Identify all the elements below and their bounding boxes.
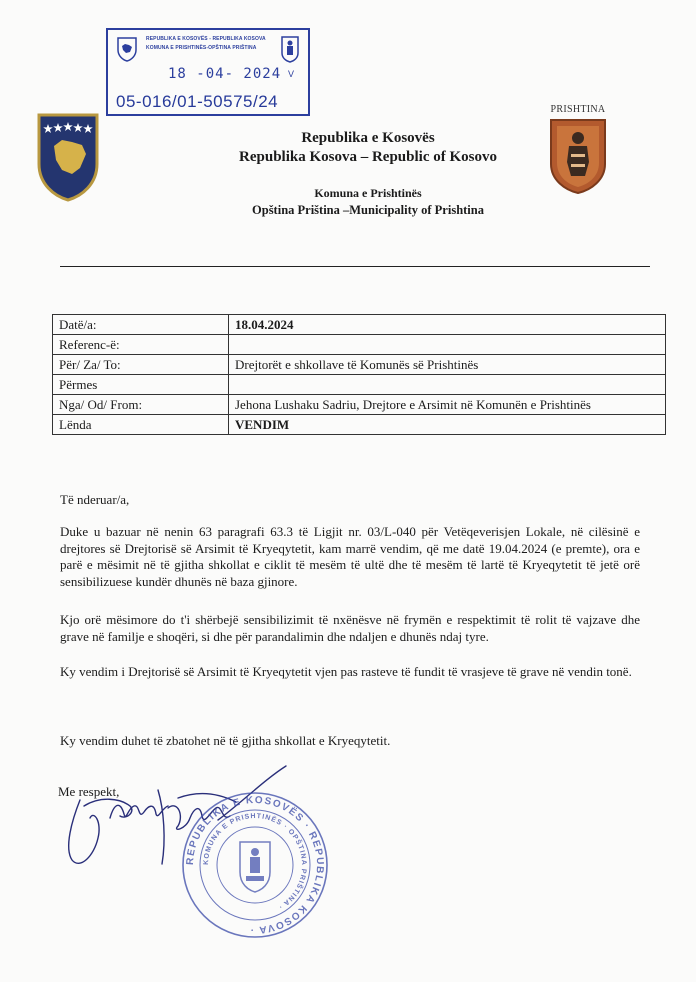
header-republic-multilingual: Republika Kosova – Republic of Kosovo bbox=[239, 149, 497, 165]
table-row bbox=[53, 335, 666, 355]
registry-stamp bbox=[106, 28, 310, 116]
table-row bbox=[53, 375, 666, 395]
stamp-line1: REPUBLIKA E KOSOVËS - REPUBLIKA KOSOVA bbox=[146, 36, 266, 42]
table-value-from: Jehona Lushaku Sadriu, Drejtore e Arsimit në Komunën e Prishtinës bbox=[229, 395, 666, 415]
stamp-date: 18 -04- 2024 bbox=[168, 66, 282, 82]
stamp-mark: V bbox=[287, 69, 294, 79]
table-value-date: 18.04.2024 bbox=[229, 315, 666, 335]
table-label: Datë/a: bbox=[53, 315, 229, 335]
table-row bbox=[53, 355, 666, 375]
seal-inner-text: KOMUNA E PRISHTINËS · OPŠTINA PRIŠTINA · bbox=[202, 812, 308, 911]
table-label: Për/ Za/ To: bbox=[53, 355, 229, 375]
paragraph-decision: Duke u bazuar në nenin 63 paragrafi 63.3 të Ligjit nr. 03/L-040 për Vetëqeverisjen Lokale, në cilësinë e drejtores së Drejtorisë së Arsimit të Kryeqytetit, kam marrë vendim, që me datë 19.04.2024 (e premte), ora e parë e mësimit në të gjitha shkollat e ciklit të mesëm të ultë dhe të mesëm të lartë të Kryeqytetit të jetë orë sensibilizuese kundër dhunës në baza gjinore. bbox=[60, 524, 640, 589]
table-value-reference bbox=[229, 335, 666, 355]
table-label: Nga/ Od/ From: bbox=[53, 395, 229, 415]
paragraph-purpose: Kjo orë mësimore do t'i shërbejë sensibilizimit të nxënësve në frymën e respektimit të rolit të vajzave dhe grave në familje e shoqëri, si dhe për parandalimin dhe ndaljen e dhunës ndaj tyre. bbox=[60, 612, 640, 644]
stamp-line2: KOMUNA E PRISHTINËS-OPŠTINA PRIŠTINA bbox=[146, 45, 257, 51]
header-municipality-multilingual: Opština Priština –Municipality of Prishtina bbox=[252, 203, 484, 217]
table-value-via bbox=[229, 375, 666, 395]
header-municipality-albanian: Komuna e Prishtinës bbox=[314, 186, 422, 200]
table-label: Përmes bbox=[53, 375, 229, 395]
table-value-recipient: Drejtorët e shkollave të Komunës së Prishtinës bbox=[229, 355, 666, 375]
paragraph-implementation: Ky vendim duhet të zbatohet në të gjitha shkollat e Kryeqytetit. bbox=[60, 733, 391, 748]
kosovo-emblem-icon bbox=[116, 36, 138, 62]
header-divider bbox=[60, 266, 650, 267]
closing: Me respekt, bbox=[58, 784, 120, 799]
greeting: Të nderuar/a, bbox=[60, 492, 130, 507]
table-row bbox=[53, 395, 666, 415]
prishtina-emblem-icon bbox=[280, 35, 300, 63]
paragraph-reason: Ky vendim i Drejtorisë së Arsimit të Kryeqytetit vjen pas rasteve të fundit të vrasjeve të grave në vendin tonë. bbox=[60, 664, 632, 679]
table-label: Referenc-ë: bbox=[53, 335, 229, 355]
table-label: Lënda bbox=[53, 415, 229, 435]
prishtina-emblem-label: PRISHTINA bbox=[550, 104, 606, 115]
table-row bbox=[53, 415, 666, 435]
seal-outer-text: REPUBLIKA E KOSOVËS · REPUBLIKA KOSOVA · bbox=[184, 794, 326, 936]
official-round-seal bbox=[180, 790, 330, 940]
document-info-table bbox=[52, 314, 666, 435]
table-row bbox=[53, 315, 666, 335]
stamp-reference-number: 05-016/01-50575/24 bbox=[116, 92, 279, 111]
table-value-subject: VENDIM bbox=[229, 415, 666, 435]
header-republic-albanian: Republika e Kosovës bbox=[301, 130, 435, 146]
